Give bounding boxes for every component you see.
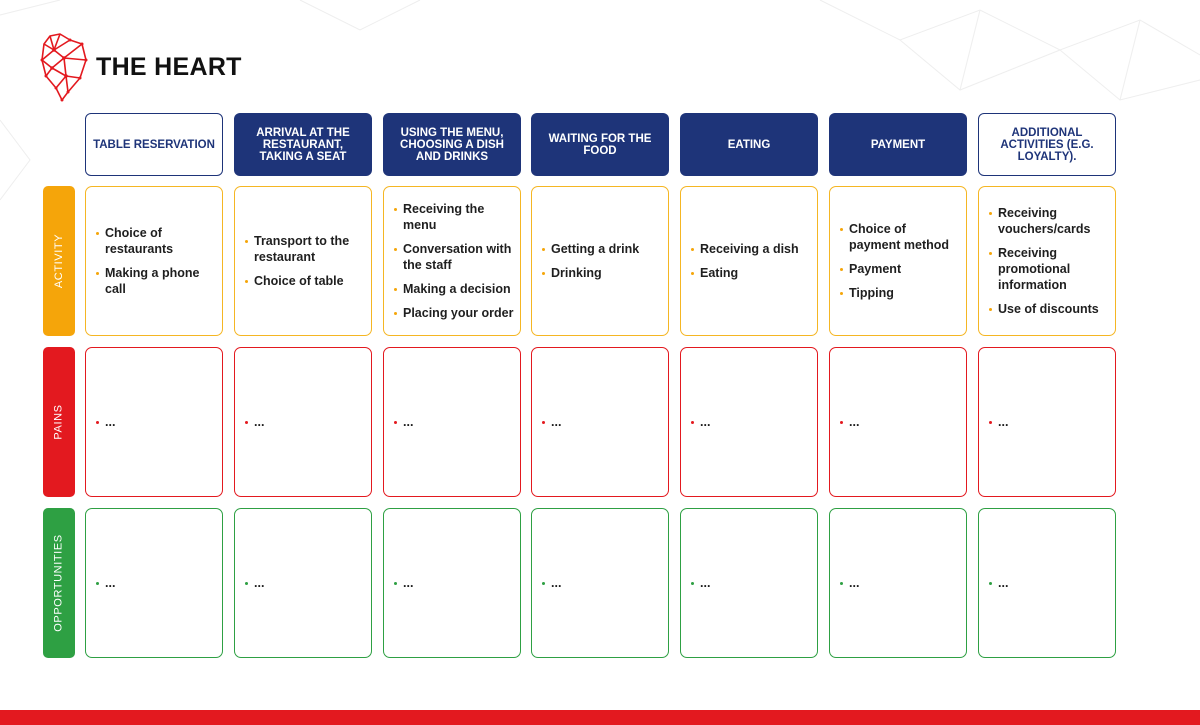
- list-item: ...: [840, 414, 960, 430]
- activity-cell: [85, 186, 223, 336]
- list-item: Conversation with the staff: [394, 241, 514, 273]
- list-item: ...: [245, 575, 365, 591]
- pains-cell: [829, 347, 967, 497]
- list-item: ...: [989, 575, 1109, 591]
- list-item: ...: [245, 414, 365, 430]
- bottom-bar: [0, 710, 1200, 725]
- brand-name: THE HEART: [96, 52, 242, 81]
- opportunities-cell: [531, 508, 669, 658]
- column-header: ARRIVAL AT THE RESTAURANT, TAKING A SEAT: [234, 113, 372, 176]
- pains-cell: [85, 347, 223, 497]
- column-header: PAYMENT: [829, 113, 967, 176]
- opportunities-cell: [829, 508, 967, 658]
- list-item: ...: [542, 414, 662, 430]
- list-item: Making a phone call: [96, 265, 216, 297]
- list-item: Eating: [691, 265, 811, 281]
- row-label-opportunities: [43, 508, 75, 658]
- list-item: Tipping: [840, 285, 960, 301]
- column-header: TABLE RESERVATION: [85, 113, 223, 176]
- list-item: ...: [989, 414, 1109, 430]
- list-item: ...: [542, 575, 662, 591]
- row-label-text: ACTIVITY: [53, 233, 65, 289]
- pains-cell: [680, 347, 818, 497]
- list-item: Choice of table: [245, 273, 365, 289]
- list-item: Use of discounts: [989, 301, 1109, 317]
- list-item: ...: [691, 414, 811, 430]
- column-header: EATING: [680, 113, 818, 176]
- pains-cell: [531, 347, 669, 497]
- pains-cell: [234, 347, 372, 497]
- list-item: ...: [840, 575, 960, 591]
- activity-cell: [234, 186, 372, 336]
- row-label-text: OPPORTUNITIES: [53, 534, 66, 632]
- list-item: ...: [394, 414, 514, 430]
- list-item: Choice of restaurants: [96, 225, 216, 257]
- opportunities-cell: [383, 508, 521, 658]
- list-item: Placing your order: [394, 305, 514, 321]
- opportunities-cell: [234, 508, 372, 658]
- list-item: Receiving vouchers/cards: [989, 205, 1109, 237]
- list-item: Choice of payment method: [840, 221, 960, 253]
- list-item: Getting a drink: [542, 241, 662, 257]
- list-item: ...: [96, 575, 216, 591]
- list-item: ...: [394, 575, 514, 591]
- heart-logo-icon: [40, 32, 88, 102]
- column-header: WAITING FOR THE FOOD: [531, 113, 669, 176]
- list-item: Transport to the restaurant: [245, 233, 365, 265]
- list-item: Receiving the menu: [394, 201, 514, 233]
- row-label-activity: [43, 186, 75, 336]
- list-item: Drinking: [542, 265, 662, 281]
- activity-cell: [383, 186, 521, 336]
- logo: [40, 32, 242, 102]
- opportunities-cell: [85, 508, 223, 658]
- column-header: USING THE MENU, CHOOSING A DISH AND DRINKS: [383, 113, 521, 176]
- row-label-pains: [43, 347, 75, 497]
- list-item: Receiving a dish: [691, 241, 811, 257]
- list-item: Making a decision: [394, 281, 514, 297]
- pains-cell: [383, 347, 521, 497]
- pains-cell: [978, 347, 1116, 497]
- activity-cell: [531, 186, 669, 336]
- opportunities-cell: [680, 508, 818, 658]
- activity-cell: [978, 186, 1116, 336]
- list-item: ...: [691, 575, 811, 591]
- list-item: Payment: [840, 261, 960, 277]
- list-item: ...: [96, 414, 216, 430]
- list-item: Receiving promotional information: [989, 245, 1109, 293]
- opportunities-cell: [978, 508, 1116, 658]
- column-header: ADDITIONAL ACTIVITIES (E.G. LOYALTY).: [978, 113, 1116, 176]
- row-label-text: PAINS: [53, 404, 66, 440]
- activity-cell: [680, 186, 818, 336]
- activity-cell: [829, 186, 967, 336]
